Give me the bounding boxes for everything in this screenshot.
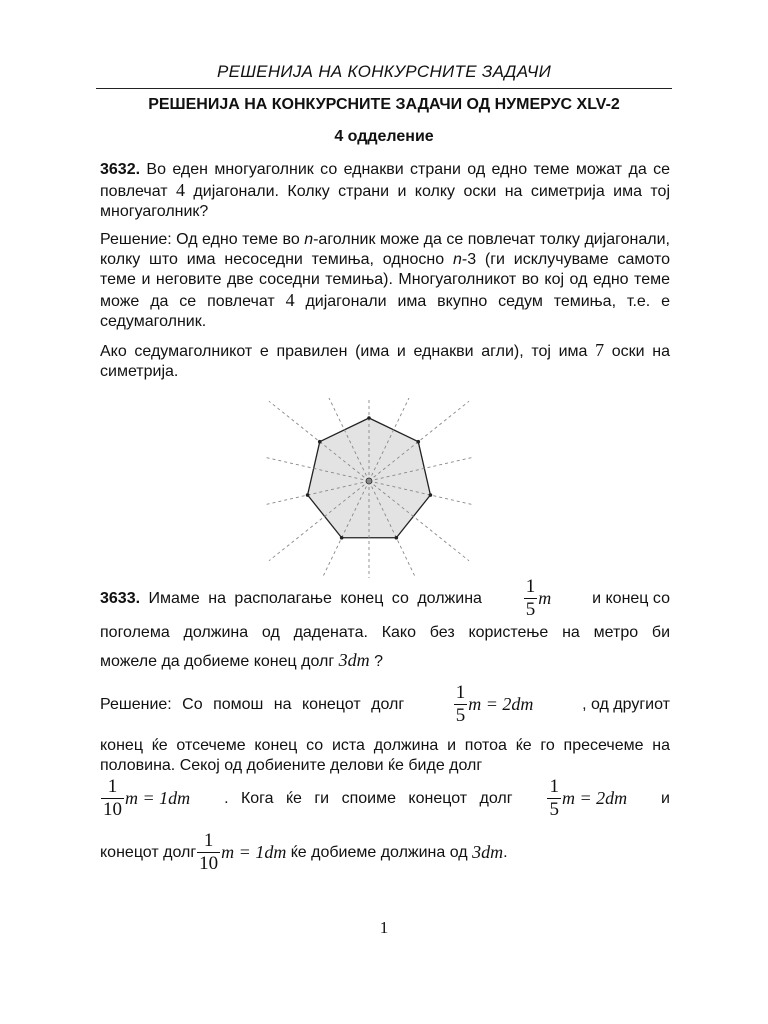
solution-text: -3 (ги исклучуваме самото теме и неговите две соседни темиња). Многуаголникот во кој од едно теме може да се повлечат [100, 251, 671, 310]
vertex-dot [318, 440, 322, 444]
solution-text: Со помош на конецот долг [171, 695, 405, 713]
solution-text: -аголник може да се повлечат толку дијагонали, колку што има несоседни темиња, односно [100, 231, 671, 268]
math-number: 4 [285, 290, 295, 310]
problem-text: Во еден многуаголник со еднакви страни од едно теме можат да се повлечат [100, 161, 670, 200]
vertex-dot [367, 416, 371, 420]
header-rule [96, 88, 672, 89]
math-number: 4 [176, 180, 186, 200]
problem-3632 [100, 160, 670, 222]
math-variable: n [304, 231, 314, 248]
problem-text: и конец со [592, 589, 670, 607]
solution-label: Решение: [100, 231, 172, 248]
problem-number: 3632. [100, 161, 141, 178]
solution-text: . [503, 843, 508, 861]
solution-text: Ако седумаголникот е правилен (има и еднакви агли), тој има [100, 343, 596, 360]
problem-text: поголема должина од дадената. Како без користење на метро би [100, 624, 670, 641]
page-number: 1 [379, 918, 389, 937]
solution-text: оски на симетрија. [100, 343, 670, 380]
problem-text: можеле да добиеме конец долг [100, 653, 339, 670]
fraction: $\frac{1}{10}$ [199, 830, 219, 874]
fraction-expression: $\frac{1}{10}$ m = 1dm [199, 830, 287, 874]
fraction: $\frac{1}{5}$ [549, 776, 559, 820]
vertex-dot [416, 440, 420, 444]
math-expression: 3dm [338, 650, 370, 670]
solution-3632 [100, 230, 670, 332]
math-variable: n [452, 251, 462, 268]
solution-text: , од другиот [582, 695, 670, 713]
problem-3633-line1 [100, 576, 670, 621]
fraction: $\frac{1}{5}$ [525, 576, 536, 620]
problem-text: ? [369, 653, 383, 670]
solution-text: дијагонали има вкупно седум темиња, т.е. е седумаголник. [100, 293, 671, 330]
solution-text: ќе добиеме должина од [286, 843, 473, 861]
solution-text: . Кога ќе ги споиме конецот долг [224, 789, 513, 807]
solution-text: Од едно теме во [171, 231, 305, 248]
heptagon-symmetry-figure [264, 398, 474, 578]
running-header: РЕШЕНИЈА НА КОНКУРСНИТЕ ЗАДАЧИ [216, 62, 552, 81]
math-number: 7 [595, 340, 605, 360]
solution-text: конец ќе отсечеме конец со иста должина и потоа ќе го пресечеме на половина. Секој од добиените делови ќе биде долг [100, 737, 670, 774]
solution-label: Решение: [100, 695, 172, 713]
problem-text: Имаме на располагање конец со должина [140, 589, 482, 607]
problem-3633-line3 [100, 650, 670, 671]
grade-heading: 4 одделение [334, 128, 434, 145]
solution-3633-line4 [100, 776, 670, 821]
problem-number: 3633. [100, 589, 141, 607]
fraction: $\frac{1}{5}$ [455, 682, 466, 726]
solution-3633-line1 [100, 682, 670, 727]
fraction-expression: $\frac{1}{5}$ m [525, 576, 552, 620]
solution-text: и [661, 789, 670, 807]
fraction-expression: $\frac{1}{5}$ m = 2dm [549, 776, 628, 820]
problem-text: дијагонали. Колку страни и колку оски на симетрија има тој многуаголник? [100, 183, 670, 220]
fraction: $\frac{1}{10}$ [103, 776, 122, 820]
vertex-dot [429, 493, 433, 497]
solution-3632-conclusion [100, 340, 670, 382]
fraction-expression: $\frac{1}{10}$ m = 1dm [103, 776, 191, 820]
math-expression: 3dm [472, 842, 504, 862]
solution-text: конецот долг [100, 843, 197, 861]
solution-3633-line5 [100, 830, 670, 875]
vertex-dot [340, 536, 344, 540]
document-title: РЕШЕНИЈА НА КОНКУРСНИТЕ ЗАДАЧИ ОД НУМЕРУС XLV-2 [148, 96, 620, 113]
fraction-expression: $\frac{1}{5}$ m = 2dm [455, 682, 534, 726]
vertex-dot [306, 493, 310, 497]
vertex-dot [395, 536, 399, 540]
